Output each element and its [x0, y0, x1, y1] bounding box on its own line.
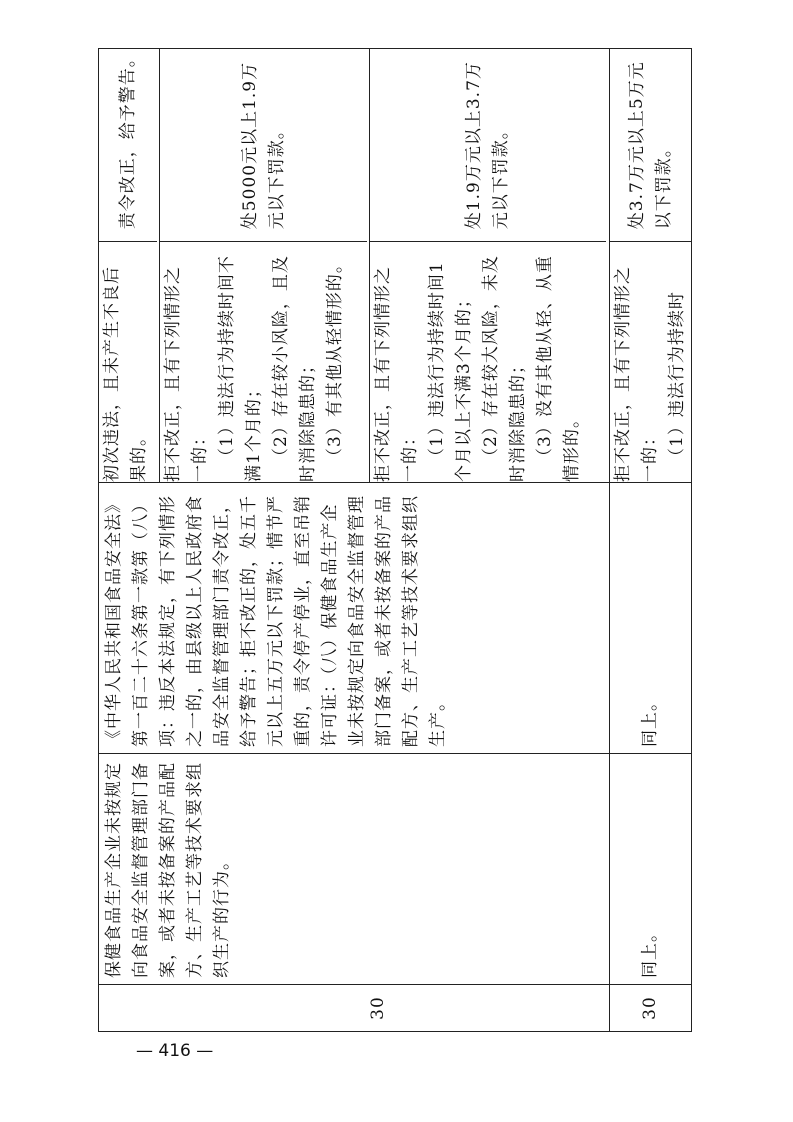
legal-basis-text: 《中华人民共和国食品安全法》第一百二十六条第一款第（八）项：违反本法规定，有下列情形之一的，由县级以上人民政府食品安全监督管理部门责令改正，给予警告；拒不改正的，处五千元以上五万元以下罚款；情节严重的，责令停产停业，直至吊销许可证：（八）保健食品生产企业未按规定向食品安全监督管理部门备案，或者未按备案的产品配方、生产工艺等技术要求组织生产。: [104, 495, 448, 747]
penalty-text: 处1.9万元以上3.7万元以下罚款。: [464, 61, 511, 230]
legal-basis-cell: [610, 483, 692, 754]
circumstance-line: （2）存在较小风险，且及时消除隐患的；: [271, 255, 318, 482]
circumstance-line: （1）违法行为持续时间不满1个月的；: [217, 255, 264, 482]
circumstance-text: 拒不改正，且有下列情形之一的：: [163, 266, 210, 482]
table-row: [99, 49, 370, 1032]
item-number: 30: [367, 996, 388, 1020]
circumstance-line: （3）没有其他从轻、从重情形的。: [535, 255, 582, 482]
violation-cell: [610, 754, 692, 985]
circumstance-text: 拒不改正，且有下列情形之一的：: [613, 266, 660, 482]
discretion-cell: [370, 49, 610, 483]
discretion-segment: [370, 49, 608, 482]
penalty-standard-table: [98, 48, 692, 1032]
circumstance-text: 拒不改正，且有下列情形之一的：: [373, 266, 420, 482]
table-row: [610, 49, 692, 1032]
circumstance-line: （2）存在较大风险，未及时消除隐患的；: [481, 255, 528, 482]
violation-text: 同上。: [640, 924, 660, 978]
item-number: 30: [640, 996, 660, 1020]
circumstance-text: 初次违法，且未产生不良后果的。: [102, 266, 149, 482]
circumstance-line: （1）违法行为持续时间1个月以上不满3个月的；: [427, 261, 474, 482]
penalty-text: 责令改正，给予警告。: [117, 49, 138, 230]
item-number-cell: [99, 985, 610, 1032]
violation-text: 保健食品生产企业未按规定向食品安全监督管理部门备案，或者未按备案的产品配方、生产工艺等技术要求组织生产的行为。: [104, 762, 232, 978]
discretion-segment: [160, 49, 369, 482]
discretion-segment: [99, 49, 160, 482]
discretion-cell: [610, 49, 692, 483]
circumstance-line: （3）有其他从轻情形的。: [325, 255, 345, 465]
item-number-cell: [610, 985, 692, 1032]
legal-basis-cell: [99, 483, 610, 754]
rotated-table-wrapper: [98, 49, 688, 1032]
circumstance-line: （1）违法行为持续时: [667, 291, 687, 465]
violation-cell: [99, 754, 610, 985]
page-number: — 416 —: [136, 1041, 214, 1061]
discretion-cell: [99, 49, 370, 483]
legal-basis-text: 同上。: [640, 693, 660, 747]
penalty-text: 处3.7万元以上5万元以下罚款。: [626, 61, 674, 230]
penalty-text: 处5000元以上1.9万元以下罚款。: [239, 61, 287, 230]
